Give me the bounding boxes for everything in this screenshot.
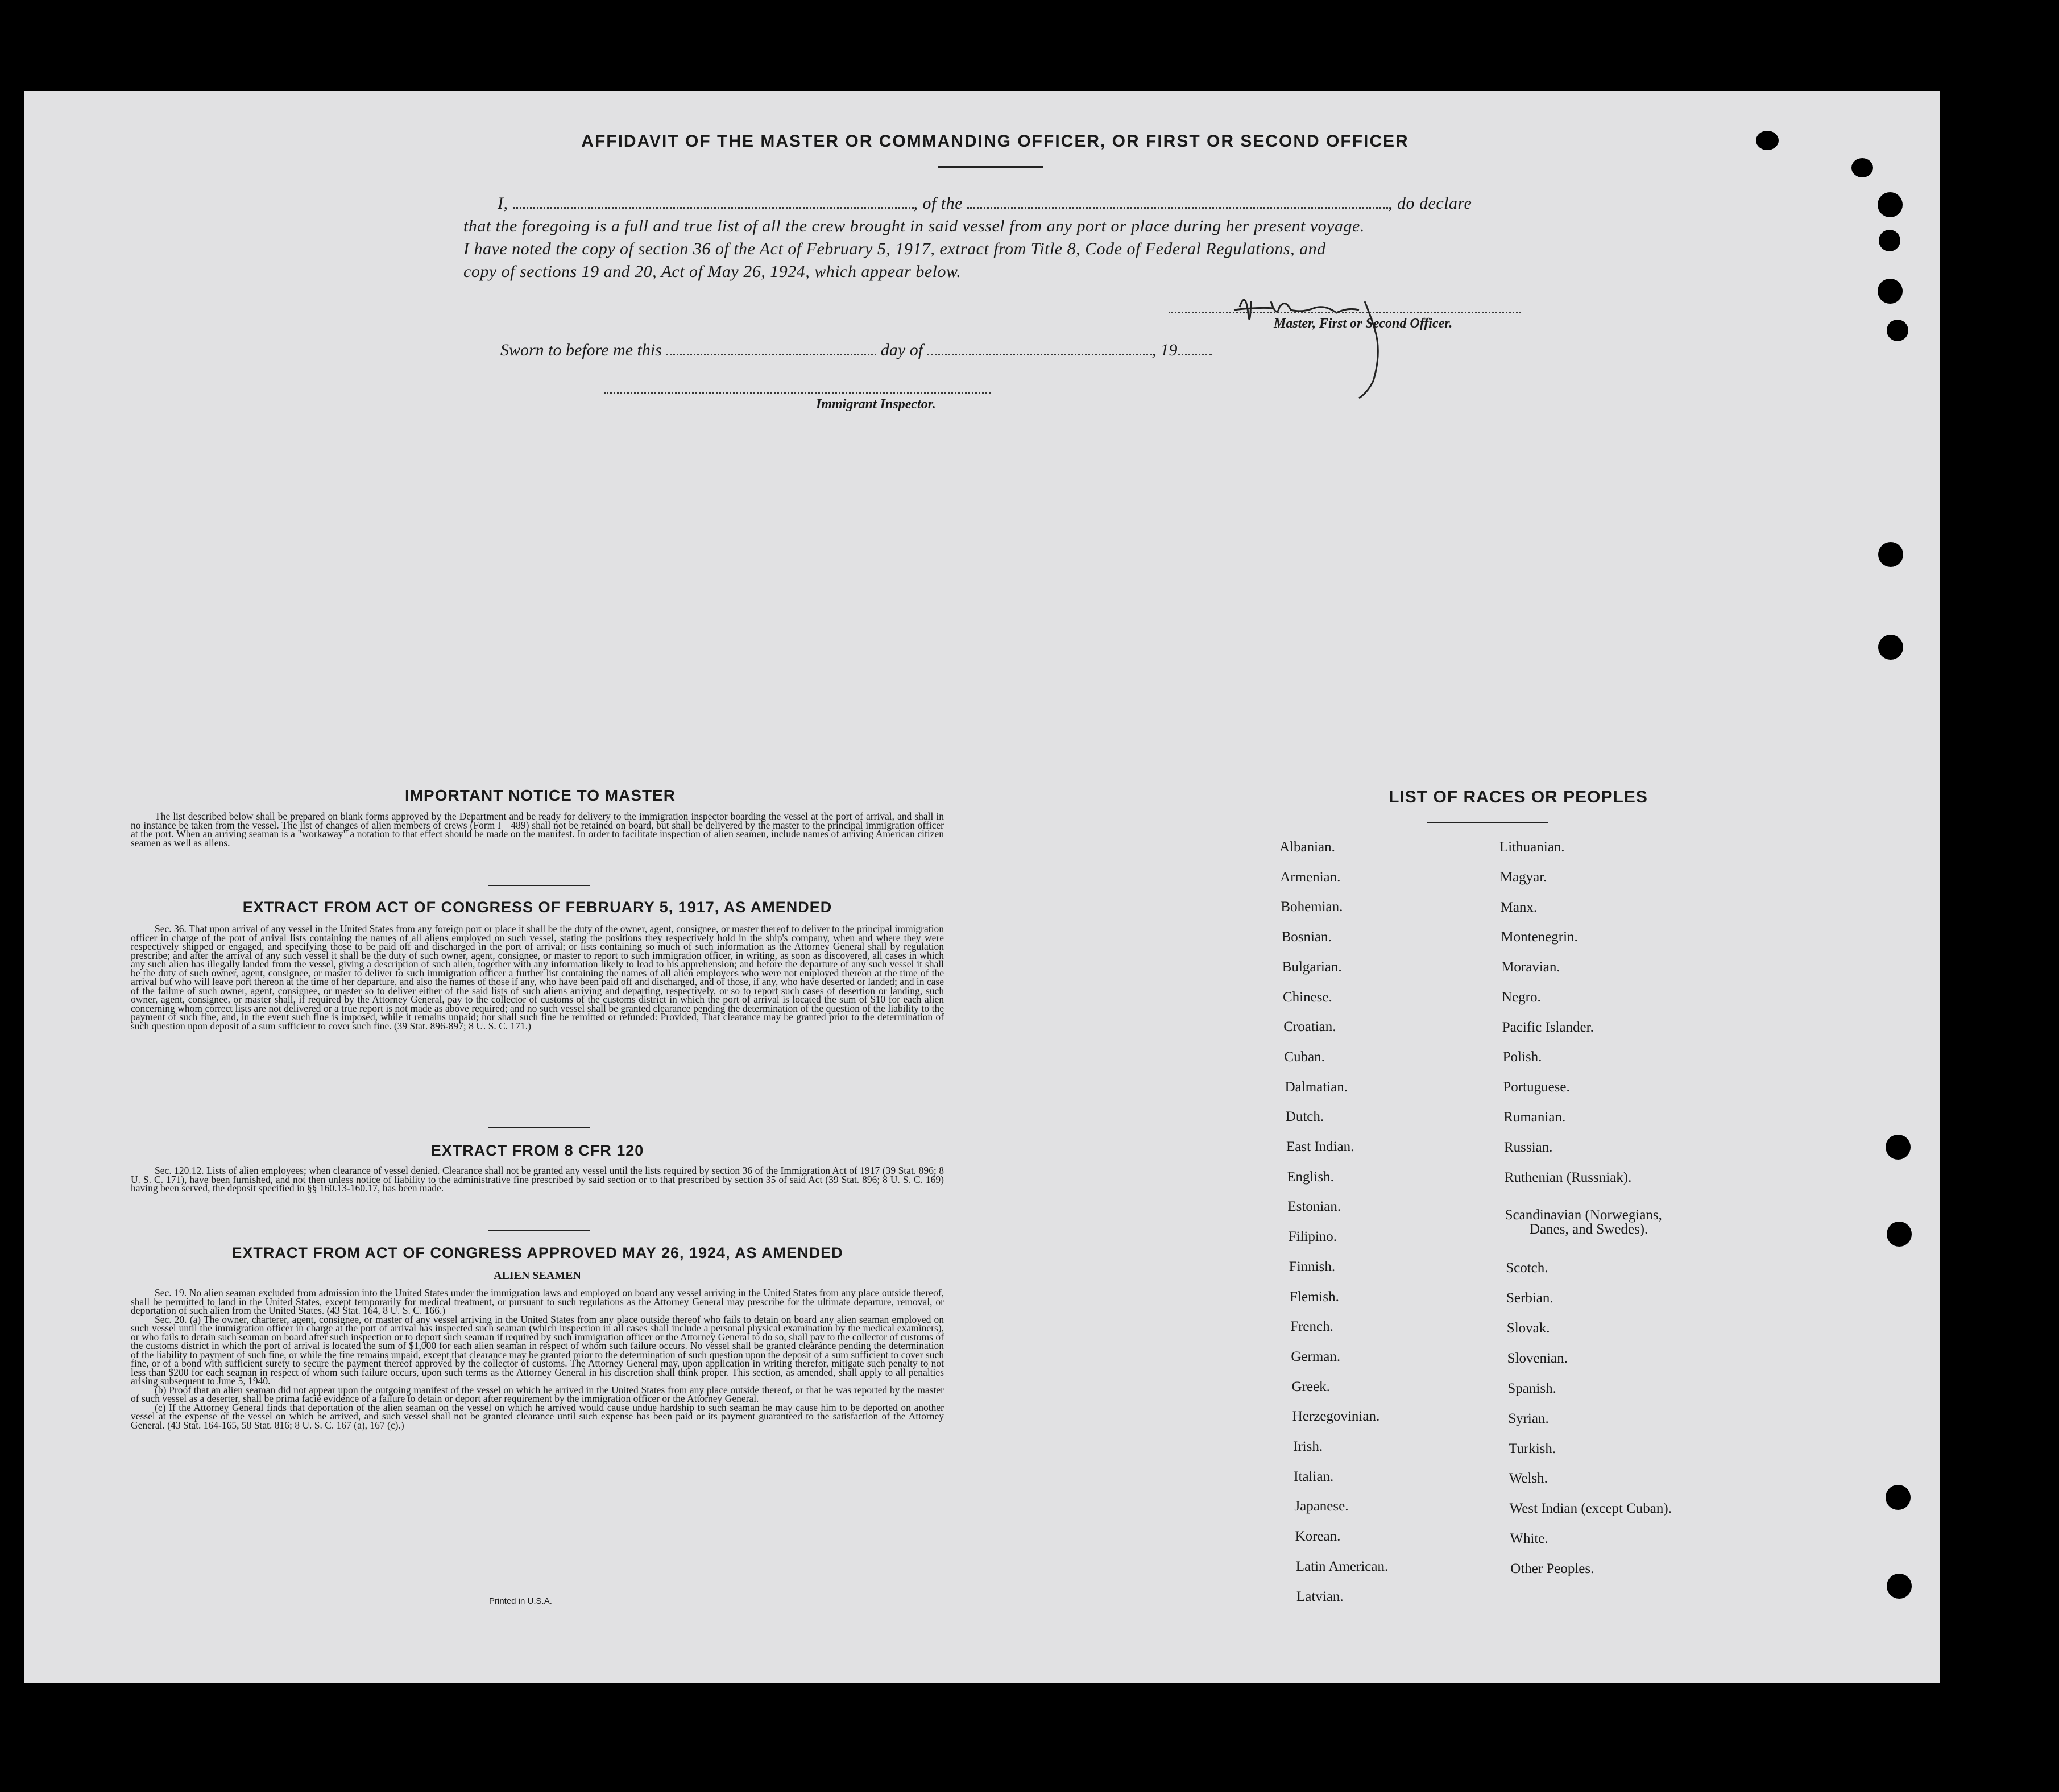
race-item: Albanian. <box>1279 839 1335 855</box>
race-item: White. <box>1510 1531 1548 1546</box>
punch-hole <box>1878 279 1903 304</box>
race-item: Russian. <box>1504 1140 1553 1155</box>
punch-hole <box>1887 320 1908 341</box>
extract-8cfr-body: Sec. 120.12. Lists of alien employees; when clearance of vessel denied. Clearance shall not be granted any vessel until the lists required by section 36 of the Immigration Act of 1917 (39 Stat. 896; 8 U. S. C. 171), have been furnished, and not then unless notice of liability to the administrative fine prescribed by said section or to that prescribed by section 35 of said Act (39 Stat. 896; 8 U. S. C. 169) having been served, the deposit specified in §§ 160.13-160.17, has been made. <box>131 1165 944 1194</box>
race-item: Dalmatian. <box>1285 1079 1348 1095</box>
race-item: Japanese. <box>1294 1499 1349 1514</box>
race-item: Slovenian. <box>1507 1351 1568 1366</box>
race-item: Portuguese. <box>1503 1079 1570 1095</box>
race-item: Dutch. <box>1285 1109 1324 1125</box>
extract-1924-title: EXTRACT FROM ACT OF CONGRESS APPROVED MAY 26, 1924, AS AMENDED <box>231 1244 843 1261</box>
race-item: Turkish. <box>1509 1441 1556 1456</box>
race-item: Irish. <box>1293 1439 1323 1454</box>
sworn-prefix: Sworn to before me this <box>500 341 662 359</box>
notice-body: The list described below shall be prepared on blank forms approved by the Department and be ready for delivery to the immigration inspector boarding the vessel at the port of arrival, and shall in no instance be taken from the vessel. The list of changes of alien members of crews (Form I—489) shall not be retained on board, but shall be delivered by the master to the principal immigration officer at the port. When an arriving seaman is a "workaway" a notation to that effect should be made on the manifest. In order to facilitate inspection of alien seamen, include names of arriving American citizen seamen as well as aliens. <box>131 810 944 849</box>
section-rule <box>488 1230 590 1231</box>
race-item: Serbian. <box>1506 1290 1553 1306</box>
extract-1924-sec19: Sec. 19. No alien seaman excluded from admission into the United States under the immigration laws and employed on board any vessel arriving in the United States from any place outside thereof, shall be permitted to land in the United States, except temporarily for medical treatment, or pursuant to such regulations as the Attorney General may prescribe for the ultimate departure, removal, or deportation of such alien from the United States. (43 Stat. 164, 8 U. S. C. 166.) <box>131 1287 944 1316</box>
race-item: Moravian. <box>1501 959 1560 975</box>
sworn-year-prefix: , 19 <box>1151 341 1178 359</box>
race-item: West Indian (except Cuban). <box>1509 1501 1672 1516</box>
race-item: Flemish. <box>1290 1289 1339 1305</box>
race-item: Slovak. <box>1506 1321 1550 1336</box>
punch-hole <box>1886 1135 1911 1160</box>
signature <box>1223 267 1507 404</box>
sworn-month-blank <box>927 340 1152 355</box>
race-item: Latin American. <box>1295 1558 1389 1574</box>
race-item: Welsh. <box>1509 1471 1548 1486</box>
race-item: Ruthenian (Russniak). <box>1504 1170 1632 1185</box>
inspector-signature-line <box>604 392 991 394</box>
race-item: Latvian. <box>1296 1588 1344 1604</box>
race-item: Cuban. <box>1284 1049 1325 1065</box>
punch-hole <box>1879 230 1900 251</box>
race-item: Scandinavian (Norwegians, <box>1505 1207 1662 1223</box>
form-page <box>24 91 1940 1683</box>
race-item: German. <box>1291 1348 1341 1364</box>
race-item: English. <box>1287 1169 1334 1185</box>
declaration-line-1 <box>463 192 1521 215</box>
races-title: LIST OF RACES OR PEOPLES <box>1389 788 1648 806</box>
declaration-line-4: copy of sections 19 and 20, Act of May 26, 1924, which appear below. <box>463 262 962 281</box>
race-item: Polish. <box>1502 1049 1542 1065</box>
race-item: Italian. <box>1294 1468 1334 1484</box>
signature-line <box>1169 312 1521 313</box>
declaration-suffix: , do declare <box>1388 194 1472 213</box>
race-item: Pacific Islander. <box>1502 1020 1594 1035</box>
race-item: Korean. <box>1295 1529 1341 1545</box>
extract-1924-sec20a: Sec. 20. (a) The owner, charterer, agent, consignee, or master of any vessel arriving in the United States from any place outside thereof who fails to detain on board any alien seaman employed on such vessel until the immigration officer in charge at the port of arrival has inspected such seaman (which inspection in all cases shall include a personal physical examination by the medical examiners), or who fails to detain such seaman on board after such inspection or to deport such seaman if required by such immigration officer or the Attorney General to do so, shall pay to the collector of customs of the customs district in which the port of arrival is located the sum of $1,000 for each alien seaman in respect of whom such failure occurs. No vessel shall be granted clearance pending the determination of the liability to payment of such fine, or while the fine remains unpaid, except that clearance may be granted prior to the determination of such question upon the deposit of a sum sufficient to cover such fine, or of a bond with sufficient surety to secure the payment thereof approved by the collector of customs. The Attorney General may, upon application in writing therefor, mitigate such penalty to not less than $200 for each seaman in respect of whom such failure occurs, upon such terms as the Attorney General in his discretion shall think proper. This section, as amended, shall apply to all penalties arising subsequent to June 5, 1940. <box>131 1313 944 1387</box>
section-rule <box>488 885 590 886</box>
sworn-line <box>500 340 1212 360</box>
section-rule <box>488 1127 590 1128</box>
race-item: Spanish. <box>1507 1381 1556 1396</box>
race-item: Scotch. <box>1506 1260 1548 1276</box>
race-item: Armenian. <box>1280 869 1341 885</box>
declaration-of-the: , of the <box>913 194 963 213</box>
race-item: Croatian. <box>1283 1019 1336 1035</box>
race-item: Negro. <box>1502 990 1541 1005</box>
race-item: East Indian. <box>1286 1139 1354 1154</box>
race-item: Syrian. <box>1508 1411 1549 1426</box>
race-item: Bohemian. <box>1281 899 1343 915</box>
signature-caption: Master, First or Second Officer. <box>1274 316 1453 331</box>
name-blank <box>513 193 914 209</box>
punch-hole <box>1756 131 1779 150</box>
race-item: Lithuanian. <box>1499 839 1565 855</box>
extract-1917-body: Sec. 36. That upon arrival of any vessel in the United States from any foreign port or place it shall be the duty of the owner, agent, consignee, or master thereof to deliver to the principal immigration officer in charge of the port of arrival lists containing the names of all aliens employed on such vessel, stating the positions they respectively hold in the ship's company, when and where they were respectively shipped or engaged, and specifying those to be paid off and discharged in the port of arrival; or lists containing so much of such information as the Attorney General shall by regulation prescribe; and after the arrival of any such vessel it shall be the duty of such owner, agent, consignee, or master to report to such immigration officer, in writing, as soon as discovered, all cases in which any such alien has illegally landed from the vessel, giving a description of such alien, together with any information likely to lead to his apprehension; and before the departure of any such vessel it shall be the duty of such owner, agent, consignee, or master to deliver to such immigration officer a further list containing the names of all alien employees who were not employed thereon at the time of the arrival but who will leave port thereon at the time of her departure, and also the names of those if any, who have been paid off and discharged, and of those, if any, who have deserted or landed; and in case of the failure of such owner, agent, consignee, or master so to deliver either of the said lists of such aliens arriving and departing, respectively, or so to report such cases of desertion or landing, such owner, agent, consignee, or master shall, if required by the Attorney General, pay to the collector of customs of the customs district in which the port of arrival is located the sum of $10 for each alien concerning whom correct lists are not delivered or a true report is not made as above required; and no such vessel shall be granted clearance pending the determination of the question of the liability to the payment of such fine, and, in the event such fine is imposed, while it remains unpaid; nor shall such fine be remitted or refunded: Provided, That clearance may be granted prior to the determination of such question upon deposit of a sum sufficient to cover such fine. (39 Stat. 896-897; 8 U. S. C. 171.) <box>131 923 944 1032</box>
extract-1924-body <box>131 1289 944 1430</box>
race-item: Estonian. <box>1287 1199 1341 1215</box>
race-item: French. <box>1290 1319 1333 1335</box>
extract-1917-title: EXTRACT FROM ACT OF CONGRESS OF FEBRUARY 5, 1917, AS AMENDED <box>242 899 832 916</box>
declaration-line-3: I have noted the copy of section 36 of the Act of February 5, 1917, extract from Title 8, Code of Federal Regulations, and <box>463 239 1326 258</box>
vessel-blank <box>967 193 1388 209</box>
notice-title: IMPORTANT NOTICE TO MASTER <box>404 787 676 804</box>
affidavit-title: AFFIDAVIT OF THE MASTER OR COMMANDING OFFICER, OR FIRST OR SECOND OFFICER <box>581 132 1409 151</box>
punch-hole <box>1878 635 1903 660</box>
race-item: Montenegrin. <box>1501 929 1578 945</box>
title-rule <box>938 166 1043 168</box>
race-item: Chinese. <box>1283 989 1332 1005</box>
sworn-year-blank <box>1178 340 1212 355</box>
race-item: Filipino. <box>1288 1229 1337 1245</box>
declaration-prefix: I, <box>498 194 508 213</box>
race-item: Finnish. <box>1289 1259 1336 1274</box>
punch-hole <box>1851 158 1873 177</box>
punch-hole <box>1886 1485 1911 1510</box>
punch-hole <box>1887 1222 1912 1247</box>
race-item: Greek. <box>1291 1379 1330 1394</box>
declaration-line-2: that the foregoing is a full and true list of all the crew brought in said vessel from any port or place during her present voyage. <box>463 217 1365 235</box>
extract-1924-sec20b: (b) Proof that an alien seaman did not appear upon the outgoing manifest of the vessel on which he arrived in the United States from any place outside thereof, or that he was reported by the master of such vessel as a deserter, shall be prima facie evidence of a failure to detain or deport after requirement by the immigration officer or the Attorney General. <box>131 1384 944 1404</box>
extract-8cfr-title: EXTRACT FROM 8 CFR 120 <box>430 1142 644 1159</box>
race-item: Other Peoples. <box>1510 1561 1594 1576</box>
race-item: Bosnian. <box>1281 929 1332 945</box>
race-item: Magyar. <box>1499 870 1547 885</box>
printed-in-usa: Printed in U.S.A. <box>489 1596 552 1606</box>
race-item: Rumanian. <box>1503 1110 1566 1125</box>
race-item: Herzegovinian. <box>1292 1409 1380 1425</box>
inspector-caption: Immigrant Inspector. <box>816 397 936 412</box>
extract-1924-sec20c: (c) If the Attorney General finds that deportation of the alien seaman on the vessel on which he arrived would cause undue hardship to such seaman he may cause him to be deported on another vessel at the expense of the vessel on which he arrived, and such vessel shall not be granted clearance until such expense has been paid or its payment guaranteed to the satisfaction of the Attorney General. (43 Stat. 164-165, 58 Stat. 816; 8 U. S. C. 167 (a), 167 (c).) <box>131 1401 944 1431</box>
punch-hole <box>1878 542 1903 567</box>
sworn-day-of: day of <box>880 341 923 359</box>
sworn-day-blank <box>666 340 876 355</box>
race-item: Manx. <box>1500 900 1538 915</box>
punch-hole <box>1878 192 1903 217</box>
punch-hole <box>1887 1574 1912 1599</box>
race-item: Danes, and Swedes). <box>1530 1222 1648 1237</box>
races-title-rule <box>1427 822 1548 823</box>
alien-seamen-subtitle: ALIEN SEAMEN <box>494 1269 581 1282</box>
race-item: Bulgarian. <box>1282 959 1342 975</box>
